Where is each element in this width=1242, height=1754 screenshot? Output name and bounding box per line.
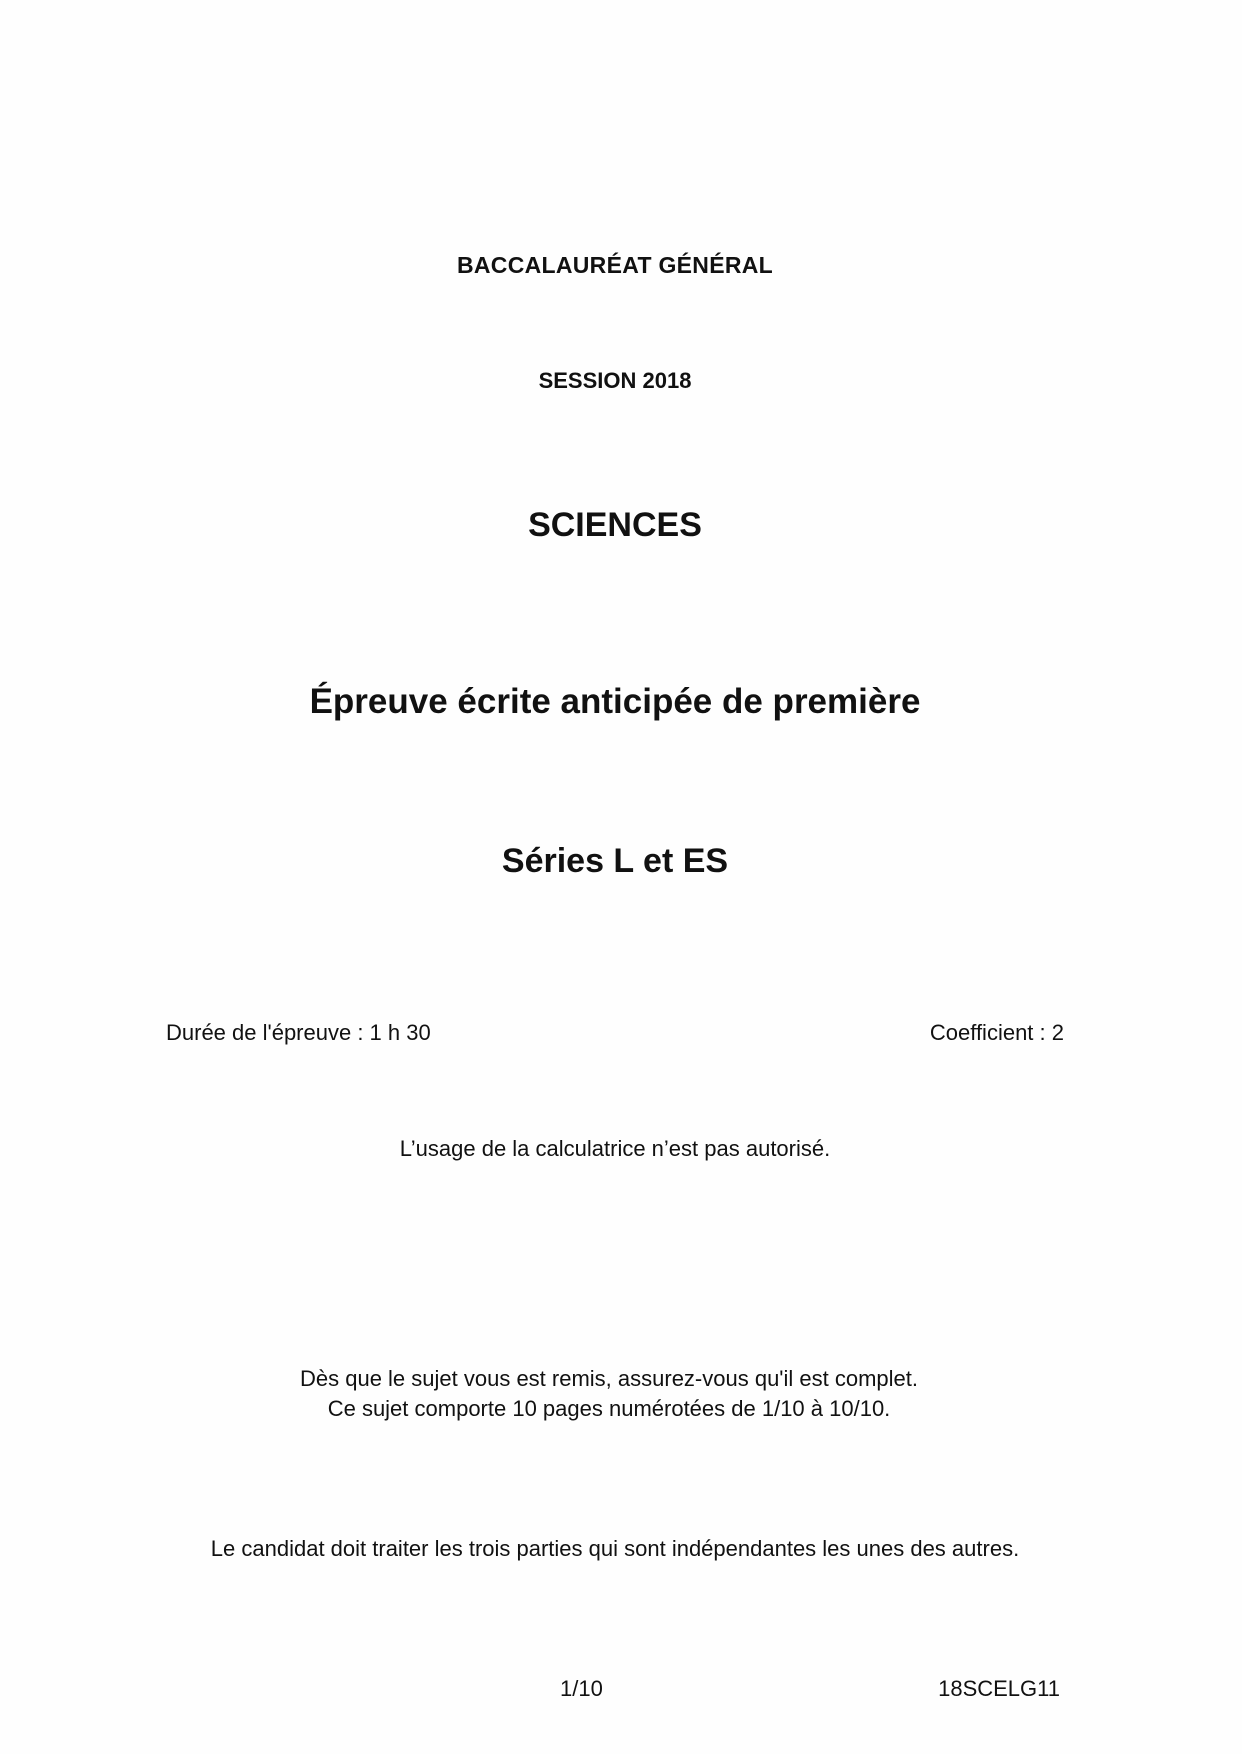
calculator-note: L’usage de la calculatrice n’est pas autorisé. — [399, 1136, 831, 1161]
page-number: 1/10 — [560, 1676, 603, 1701]
subject-title: SCIENCES — [528, 506, 702, 544]
session-heading: SESSION 2018 — [538, 368, 692, 393]
subject-code: 18SCELG11 — [938, 1676, 1060, 1701]
series-title: Séries L et ES — [501, 842, 729, 880]
completeness-instruction-line-2: Ce sujet comporte 10 pages numérotées de 1/10 à 10/10. — [327, 1396, 891, 1421]
exam-level-heading: BACCALAURÉAT GÉNÉRAL — [456, 252, 774, 278]
coefficient-text: Coefficient : 2 — [929, 1020, 1064, 1045]
parts-instruction: Le candidat doit traiter les trois parties qui sont indépendantes les unes des autres. — [210, 1536, 1020, 1561]
completeness-instruction-line-1: Dès que le sujet vous est remis, assurez-vous qu'il est complet. — [299, 1366, 919, 1391]
duration-text: Durée de l'épreuve : 1 h 30 — [166, 1020, 431, 1045]
epreuve-title: Épreuve écrite anticipée de première — [309, 682, 921, 721]
